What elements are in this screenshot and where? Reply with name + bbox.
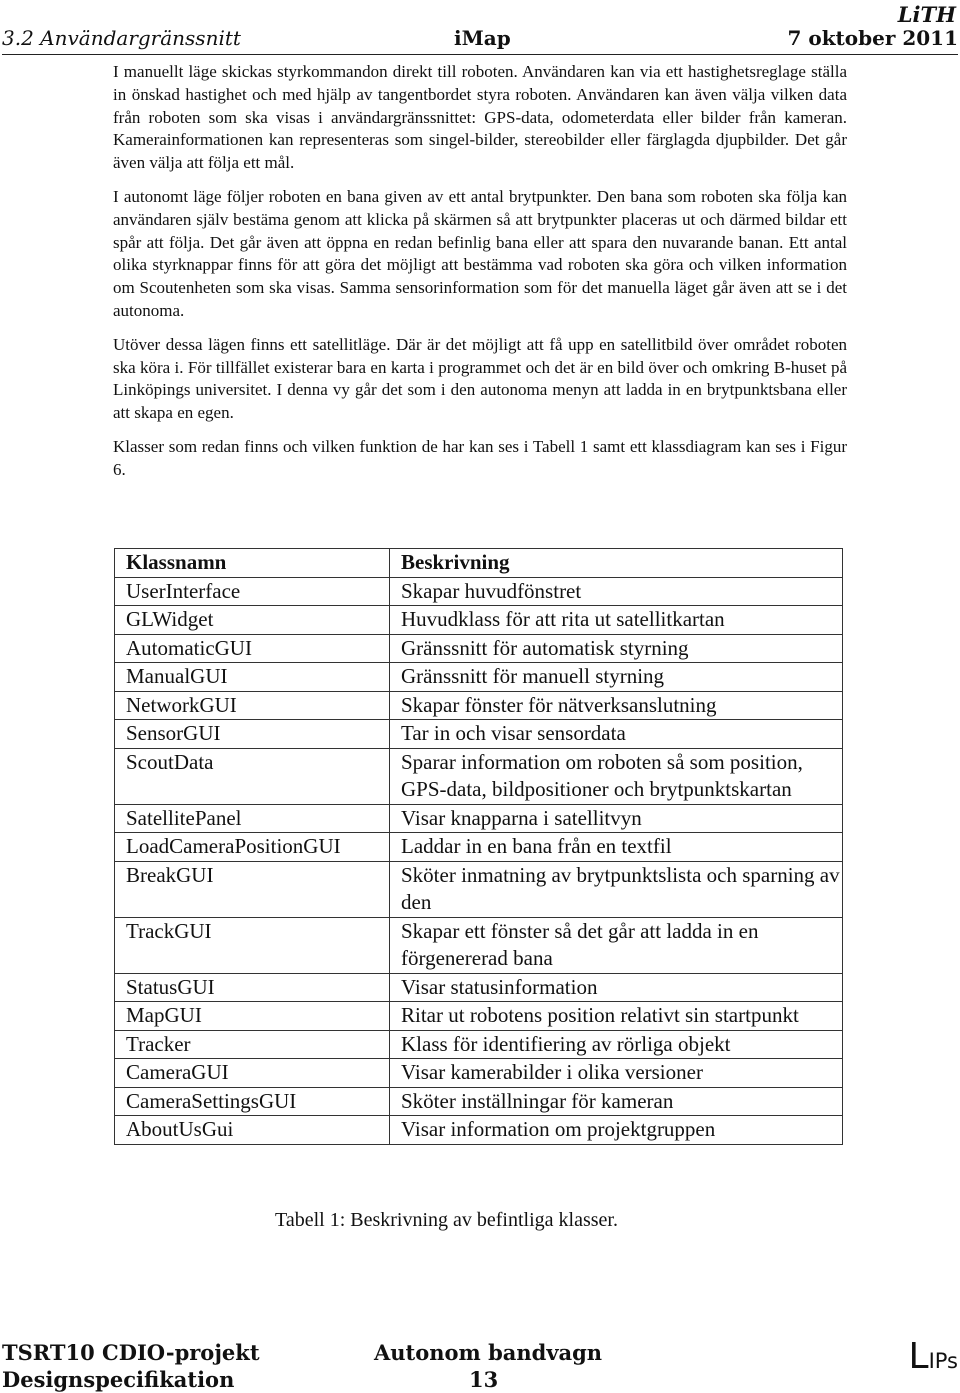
class-description-cell: Sköter inställningar för kameran [390, 1087, 843, 1116]
header-rule [2, 54, 958, 55]
class-description-cell: Gränssnitt för manuell styrning [390, 663, 843, 692]
class-description-cell: Visar knapparna i satellitvyn [390, 804, 843, 833]
table-row [115, 1002, 843, 1031]
header-class-name: Klassnamn [115, 549, 390, 578]
class-name-cell: SatellitePanel [115, 804, 390, 833]
class-description-cell: Huvudklass för att rita ut satellitkartan [390, 606, 843, 635]
table-header-row [115, 549, 843, 578]
class-description-cell: Klass för identifiering av rörliga objekt [390, 1030, 843, 1059]
table-row [115, 663, 843, 692]
table-row [115, 804, 843, 833]
class-name-cell: NetworkGUI [115, 691, 390, 720]
table-row [115, 1059, 843, 1088]
class-description-cell: Ritar ut robotens position relativt sin startpunkt [390, 1002, 843, 1031]
table-row [115, 861, 843, 917]
class-name-cell: Tracker [115, 1030, 390, 1059]
paragraph-autonomous-mode: I autonomt läge följer roboten en bana given av ett antal brytpunkter. Den bana som roboten ska följa kan användaren själv bestäma genom att klicka på skärmen så att brytpunkter placeras ut och därmed bildar ett spår att följa. Det går även att öppna en redan befinlig bana eller att spara den nuvarande banan. Ett antal olika styrknappar finns för att göra det möjligt att bestämma vad roboten ska göra och vilken information om Scoutenheten som ska visas. Samma sensorinformation som för det manuella läget går även att se i det autonoma. [113, 186, 847, 320]
class-table-body [115, 577, 843, 1144]
table-row [115, 606, 843, 635]
body-text [113, 61, 847, 493]
class-description-cell: Gränssnitt för automatisk styrning [390, 634, 843, 663]
footer-document: Designspecifikation [2, 1367, 235, 1392]
paragraph-satellite-mode: Utöver dessa lägen finns ett satellitläge. Där är det möjligt att få upp en satellitbild över området roboten ska köra i. För tillfället existerar bara en karta i programmet och det är en bild över och omkring B-huset på Linköpings universitet. I denna vy går det som i den autonoma menyn att ladda in en brytpunktsbana eller att skapa en egen. [113, 334, 847, 423]
table-row [115, 577, 843, 606]
class-name-cell: SensorGUI [115, 720, 390, 749]
paragraph-classes-intro: Klasser som redan finns och vilken funktion de har kan ses i Tabell 1 samt ett klassdiagram kan ses i Figur 6. [113, 436, 847, 479]
page-footer [2, 1336, 958, 1392]
class-description-cell: Tar in och visar sensordata [390, 720, 843, 749]
table-row [115, 973, 843, 1002]
class-description-cell: Sköter inmatning av brytpunktslista och sparning av den [390, 861, 843, 917]
paragraph-manual-mode: I manuellt läge skickas styrkommandon direkt till roboten. Användaren kan via ett hastighetsreglage ställa in önskad hastighet och med hjälp av tangentbordet styra roboten. Användaren kan även välja vilken data från roboten som ska visas i användargränssnittet: GPS-data, odometerdata eller bilder från kameran. Kamerainformationen kan representeras som singel-bilder, stereobilder eller färglagda djupbilder. Det går även välja att följa ett mål. [113, 62, 847, 173]
table-row [115, 917, 843, 973]
page-header [2, 26, 958, 52]
page-number: 13 [469, 1367, 499, 1392]
class-description-cell: Laddar in en bana från en textfil [390, 833, 843, 862]
header-date: 7 oktober 2011 [787, 26, 958, 50]
header-description: Beskrivning [390, 549, 843, 578]
class-description-cell: Skapar ett fönster så det går att ladda in en förgenererad bana [390, 917, 843, 973]
lith-label: LiTH [897, 2, 956, 27]
class-name-cell: TrackGUI [115, 917, 390, 973]
table-row [115, 691, 843, 720]
class-name-cell: MapGUI [115, 1002, 390, 1031]
class-name-cell: BreakGUI [115, 861, 390, 917]
table-caption: Tabell 1: Beskrivning av befintliga klasser. [275, 1209, 618, 1231]
lips-logo [909, 1336, 959, 1377]
class-description-cell: Sparar information om roboten så som position, GPS-data, bildpositioner och brytpunktskartan [390, 748, 843, 804]
table-row [115, 720, 843, 749]
class-name-cell: AutomaticGUI [115, 634, 390, 663]
table-row [115, 634, 843, 663]
class-name-cell: UserInterface [115, 577, 390, 606]
class-description-cell: Skapar huvudfönstret [390, 577, 843, 606]
table-row [115, 833, 843, 862]
class-name-cell: LoadCameraPositionGUI [115, 833, 390, 862]
class-description-cell: Skapar fönster för nätverksanslutning [390, 691, 843, 720]
class-description-cell: Visar information om projektgruppen [390, 1116, 843, 1145]
table-row [115, 748, 843, 804]
lips-logo-rest: IPs [928, 1349, 958, 1373]
lips-logo-letter: L [908, 1336, 929, 1377]
table-row [115, 1116, 843, 1145]
footer-course: TSRT10 CDIO-projekt [2, 1340, 260, 1365]
class-name-cell: StatusGUI [115, 973, 390, 1002]
header-section: 3.2 Användargränssnitt [2, 26, 241, 50]
class-name-cell: CameraGUI [115, 1059, 390, 1088]
class-name-cell: AboutUsGui [115, 1116, 390, 1145]
footer-project: Autonom bandvagn [374, 1340, 603, 1365]
table-row [115, 1030, 843, 1059]
class-name-cell: GLWidget [115, 606, 390, 635]
class-name-cell: CameraSettingsGUI [115, 1087, 390, 1116]
class-description-cell: Visar kamerabilder i olika versioner [390, 1059, 843, 1088]
class-table [114, 548, 843, 1145]
header-title: iMap [454, 26, 511, 50]
class-name-cell: ManualGUI [115, 663, 390, 692]
table-row [115, 1087, 843, 1116]
class-name-cell: ScoutData [115, 748, 390, 804]
class-description-cell: Visar statusinformation [390, 973, 843, 1002]
